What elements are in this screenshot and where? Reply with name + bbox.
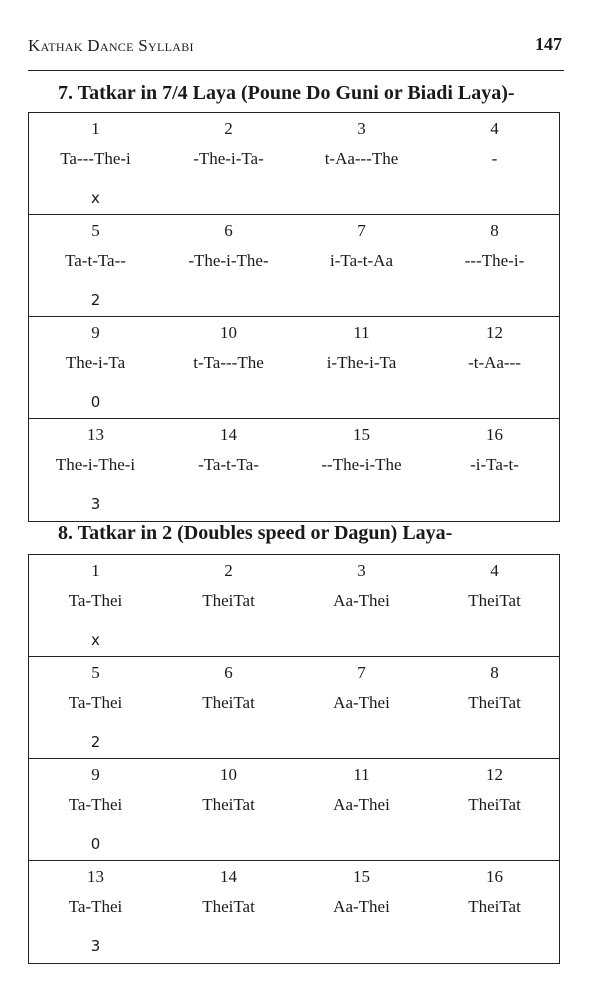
- beat-number: 5: [91, 663, 100, 682]
- beat-cell: [162, 113, 295, 169]
- beat-cell: [295, 419, 428, 475]
- beat-number: 2: [224, 119, 233, 138]
- tali-marker: x: [91, 189, 100, 207]
- beat-number: 4: [490, 561, 499, 580]
- page-number: 147: [535, 34, 562, 54]
- bol-text: ---The-i-: [464, 251, 525, 270]
- beat-number: 15: [353, 867, 370, 886]
- tali-marker: x: [91, 631, 100, 649]
- beat-number: 3: [357, 561, 366, 580]
- beat-cell: [162, 861, 295, 917]
- beat-number: 10: [220, 765, 237, 784]
- beat-number: 11: [353, 765, 370, 784]
- beat-cell: [162, 317, 295, 373]
- bol-text: Ta-Thei: [68, 591, 123, 610]
- bol-text: TheiTat: [202, 591, 255, 610]
- beat-cell: [295, 759, 428, 815]
- beat-number: 6: [224, 221, 233, 240]
- bol-text: Aa-Thei: [333, 693, 390, 712]
- beat-cell: [29, 759, 162, 815]
- beat-cell: [29, 555, 162, 611]
- beat-cell: [428, 555, 561, 611]
- beat-cell: [428, 215, 561, 271]
- tali-marker: 0: [90, 393, 101, 411]
- beat-cell: [162, 215, 295, 271]
- beat-cell: [162, 419, 295, 475]
- bol-text: -: [491, 149, 498, 168]
- bol-text: Aa-Thei: [333, 591, 390, 610]
- running-title: Kathak Dance Syllabi: [28, 36, 194, 55]
- beat-number: 12: [486, 323, 503, 342]
- table-row: [29, 317, 559, 419]
- bol-text: t-Aa---The: [324, 149, 399, 168]
- bol-text: -Ta-t-Ta-: [198, 455, 259, 474]
- beat-number: 7: [357, 663, 366, 682]
- beat-number: 13: [87, 867, 104, 886]
- bol-text: TheiTat: [468, 897, 521, 916]
- bol-text: Ta-t-Ta--: [65, 251, 126, 270]
- beat-number: 2: [224, 561, 233, 580]
- bol-text: i-Ta-t-Aa: [330, 251, 393, 270]
- beat-number: 8: [490, 663, 499, 682]
- beat-cell: [29, 861, 162, 917]
- table-row: [29, 657, 559, 759]
- beat-number: 1: [91, 561, 100, 580]
- bol-text: Ta-Thei: [68, 795, 123, 814]
- section-title: 8. Tatkar in 2 (Doubles speed or Dagun) Laya-: [58, 522, 453, 544]
- tali-marker: 2: [90, 733, 101, 751]
- beat-number: 11: [353, 323, 370, 342]
- beat-cell: [162, 657, 295, 713]
- table-row: [29, 215, 559, 317]
- bol-text: t-Ta---The: [193, 353, 264, 372]
- beat-number: 14: [220, 867, 237, 886]
- beat-number: 1: [91, 119, 100, 138]
- bol-text: TheiTat: [202, 693, 255, 712]
- bol-text: TheiTat: [468, 795, 521, 814]
- beat-cell: [428, 657, 561, 713]
- beat-number: 13: [87, 425, 104, 444]
- beat-cell: [29, 113, 162, 169]
- beat-cell: [29, 419, 162, 475]
- beat-cell: [29, 215, 162, 271]
- beat-cell: [295, 861, 428, 917]
- bol-text: TheiTat: [202, 795, 255, 814]
- beat-cell: [428, 317, 561, 373]
- bol-text: -The-i-Ta-: [193, 149, 264, 168]
- bol-text: -t-Aa---: [468, 353, 521, 372]
- beat-cell: [428, 419, 561, 475]
- bol-text: The-i-Ta: [65, 353, 126, 372]
- tali-marker: 2: [90, 291, 101, 309]
- table-row: [29, 419, 559, 521]
- beat-cell: [428, 759, 561, 815]
- beat-number: 15: [353, 425, 370, 444]
- table-row: [29, 555, 559, 657]
- beat-cell: [295, 113, 428, 169]
- section-title: 7. Tatkar in 7/4 Laya (Poune Do Guni or Biadi Laya)-: [58, 82, 515, 104]
- beat-cell: [428, 861, 561, 917]
- beat-cell: [162, 759, 295, 815]
- beat-cell: [428, 113, 561, 169]
- table-row: [29, 759, 559, 861]
- bol-text: Ta-Thei: [68, 693, 123, 712]
- bol-text: i-The-i-Ta: [326, 353, 397, 372]
- beat-number: 6: [224, 663, 233, 682]
- beat-cell: [295, 555, 428, 611]
- beat-number: 7: [357, 221, 366, 240]
- beat-cell: [29, 657, 162, 713]
- beat-cell: [29, 317, 162, 373]
- beat-number: 5: [91, 221, 100, 240]
- bol-text: -The-i-The-: [188, 251, 269, 270]
- bol-text: The-i-The-i: [55, 455, 136, 474]
- tali-marker: 3: [90, 495, 101, 513]
- table-row: [29, 113, 559, 215]
- bol-text: Ta---The-i: [60, 149, 131, 168]
- beat-number: 9: [91, 323, 100, 342]
- bol-text: -i-Ta-t-: [470, 455, 519, 474]
- beat-cell: [295, 317, 428, 373]
- bol-text: Aa-Thei: [333, 897, 390, 916]
- beat-cell: [162, 555, 295, 611]
- bol-text: Ta-Thei: [68, 897, 123, 916]
- tatkar-table: [28, 554, 560, 964]
- bol-text: TheiTat: [468, 591, 521, 610]
- beat-number: 16: [486, 867, 503, 886]
- bol-text: TheiTat: [468, 693, 521, 712]
- table-row: [29, 861, 559, 963]
- beat-cell: [295, 657, 428, 713]
- beat-number: 16: [486, 425, 503, 444]
- beat-number: 3: [357, 119, 366, 138]
- beat-number: 4: [490, 119, 499, 138]
- beat-number: 8: [490, 221, 499, 240]
- tali-marker: 0: [90, 835, 101, 853]
- bol-text: TheiTat: [202, 897, 255, 916]
- tali-marker: 3: [90, 937, 101, 955]
- tatkar-table: [28, 112, 560, 522]
- beat-cell: [295, 215, 428, 271]
- bol-text: --The-i-The: [321, 455, 402, 474]
- beat-number: 9: [91, 765, 100, 784]
- beat-number: 12: [486, 765, 503, 784]
- beat-number: 14: [220, 425, 237, 444]
- bol-text: Aa-Thei: [333, 795, 390, 814]
- beat-number: 10: [220, 323, 237, 342]
- page-header: [28, 36, 564, 71]
